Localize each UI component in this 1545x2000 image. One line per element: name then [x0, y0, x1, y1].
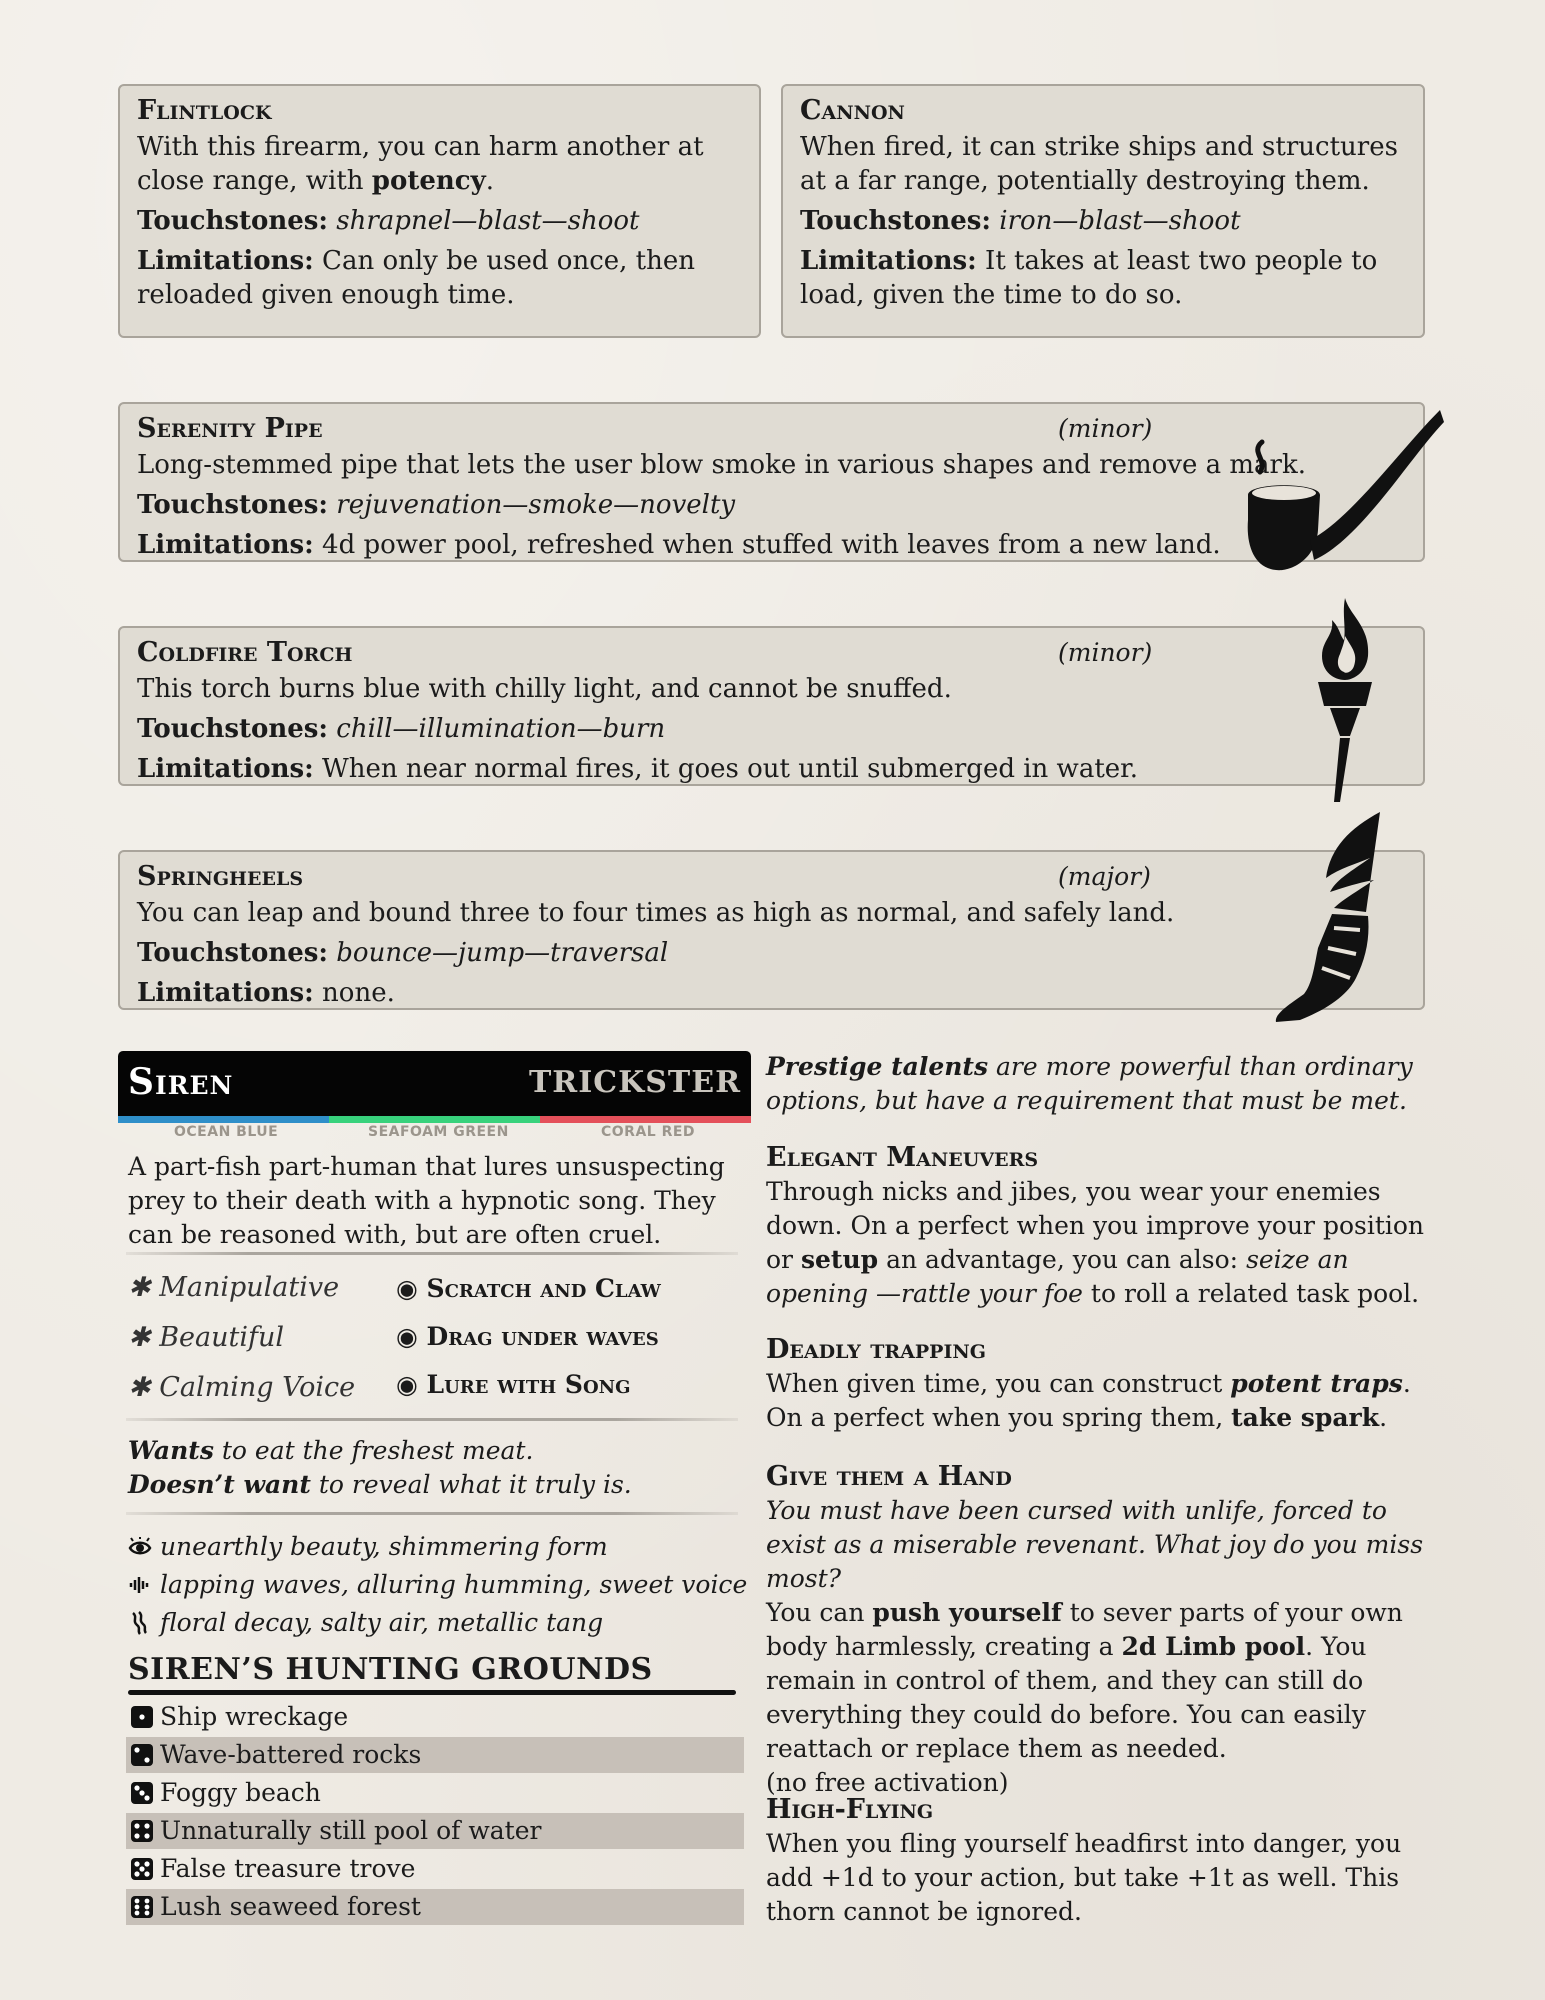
- item-touchstones: Touchstones: chill—illumination—burn: [137, 714, 666, 744]
- item-limitations: Limitations: none.: [137, 978, 395, 1008]
- doesnt-want: Doesn’t want to reveal what it truly is.: [128, 1470, 632, 1499]
- creature-name: Siren: [128, 1061, 234, 1103]
- item-description: Long-stemmed pipe that lets the user blow smoke in various shapes and remove a mark.: [137, 450, 1306, 480]
- hunting-row: False treasure trove: [126, 1851, 744, 1887]
- die-face-6-icon: [130, 1895, 154, 1919]
- torch-icon: [1300, 596, 1390, 806]
- pipe-icon: [1240, 400, 1445, 575]
- creature-role: TRICKSTER: [528, 1065, 741, 1100]
- siren-header: [118, 1051, 751, 1117]
- talent-elegant-maneuvers: Elegant Maneuvers Through nicks and jibes, you wear your enemies down. On a perfect when you improve your position or setup an advantage, you can also: seize an opening —rattle your foe to roll a related task pool.: [766, 1142, 1425, 1308]
- hunting-row: Foggy beach: [126, 1775, 744, 1811]
- item-touchstones: Touchstones: shrapnel—blast—shoot: [137, 206, 640, 236]
- item-touchstones: Touchstones: iron—blast—shoot: [800, 206, 1241, 236]
- item-card-serenity-pipe: [118, 402, 1425, 562]
- trait: ✱ Manipulative: [128, 1272, 340, 1303]
- talent-title: Deadly trapping: [766, 1334, 986, 1365]
- sense-smell: floral decay, salty air, metallic tang: [128, 1608, 603, 1637]
- color-label: SEAFOAM GREEN: [368, 1124, 509, 1140]
- wants: Wants to eat the freshest meat.: [128, 1436, 534, 1465]
- item-title: Flintlock: [137, 95, 272, 126]
- die-face-2-icon: [130, 1743, 154, 1767]
- trait: ✱ Calming Voice: [128, 1372, 356, 1403]
- talent-title: High-Flying: [766, 1794, 934, 1825]
- color-swatch-ocean-blue: [118, 1116, 329, 1123]
- item-limitations: Limitations: 4d power pool, refreshed when stuffed with leaves from a new land.: [137, 530, 1221, 560]
- color-label: CORAL RED: [601, 1124, 696, 1140]
- hunting-row: Ship wreckage: [126, 1699, 744, 1735]
- move: ◉ Drag under waves: [396, 1322, 659, 1351]
- color-swatch-coral-red: [540, 1116, 751, 1123]
- die-face-3-icon: [130, 1781, 154, 1805]
- item-touchstones: Touchstones: bounce—jump—traversal: [137, 938, 669, 968]
- die-face-1-icon: [130, 1705, 154, 1729]
- talent-give-them-a-hand: Give them a Hand You must have been cursed with unlife, forced to exist as a miserable revenant. What joy do you miss most? You can push yourself to sever parts of your own body harmlessly, creating a 2d Limb pool. You remain in control of them, and they can still do everything they could do before. You can easily reattach or replace them as needed. (no free activation): [766, 1460, 1426, 1800]
- winged-boot-icon: [1270, 808, 1410, 1028]
- divider: [126, 1512, 738, 1515]
- talent-title: Elegant Maneuvers: [766, 1142, 1039, 1173]
- talent-high-flying: High-Flying When you fling yourself headfirst into danger, you add +1d to your action, but take +1t as well. This thorn cannot be ignored.: [766, 1793, 1426, 1929]
- sense-sound: lapping waves, alluring humming, sweet voice: [128, 1570, 747, 1599]
- item-touchstones: Touchstones: rejuvenation—smoke—novelty: [137, 490, 736, 520]
- item-description: When fired, it can strike ships and structures at a far range, potentially destroying them.: [800, 132, 1398, 196]
- trait: ✱ Beautiful: [128, 1322, 285, 1353]
- divider: [126, 1418, 738, 1421]
- color-swatch-seafoam-green: [329, 1116, 540, 1123]
- item-title: Coldfire Torch: [137, 637, 353, 668]
- move: ◉ Lure with Song: [396, 1370, 631, 1399]
- item-tier: (major): [1058, 862, 1151, 891]
- move: ◉ Scratch and Claw: [396, 1274, 661, 1303]
- item-description: You can leap and bound three to four times as high as normal, and safely land.: [137, 898, 1175, 928]
- eye-icon: [128, 1537, 152, 1557]
- item-limitations: Limitations: It takes at least two people to load, given the time to do so.: [800, 246, 1378, 310]
- creature-description: A part-fish part-human that lures unsuspecting prey to their death with a hypnotic song. They can be reasoned with, but are often cruel.: [128, 1152, 725, 1249]
- item-card-flintlock: [118, 84, 761, 338]
- item-card-coldfire-torch: [118, 626, 1425, 786]
- talent-note: (no free activation): [766, 1768, 1009, 1797]
- item-tier: (minor): [1058, 414, 1153, 443]
- brush-divider: [128, 1690, 736, 1695]
- item-title: Springheels: [137, 861, 304, 892]
- sense-sight: unearthly beauty, shimmering form: [128, 1532, 608, 1561]
- item-description: With this firearm, you can harm another at close range, with potency.: [137, 132, 704, 196]
- item-limitations: Limitations: Can only be used once, then reloaded given enough time.: [137, 246, 695, 310]
- item-title: Serenity Pipe: [137, 413, 323, 444]
- die-face-5-icon: [130, 1857, 154, 1881]
- die-face-4-icon: [130, 1819, 154, 1843]
- item-card-cannon: [781, 84, 1425, 338]
- divider: [126, 1252, 738, 1255]
- sound-icon: [128, 1575, 152, 1595]
- item-card-springheels: [118, 850, 1425, 1010]
- item-title: Cannon: [800, 95, 905, 126]
- hunting-row: Wave-battered rocks: [126, 1737, 744, 1773]
- item-tier: (minor): [1058, 638, 1153, 667]
- smell-icon: [128, 1611, 152, 1635]
- hunting-row: Unnaturally still pool of water: [126, 1813, 744, 1849]
- talent-title: Give them a Hand: [766, 1461, 1012, 1492]
- item-limitations: Limitations: When near normal fires, it goes out until submerged in water.: [137, 754, 1138, 784]
- hunting-row: Lush seaweed forest: [126, 1889, 744, 1925]
- prestige-intro: Prestige talents are more powerful than ordinary options, but have a requirement that must be met.: [766, 1052, 1413, 1115]
- hunting-grounds-title: SIREN’S HUNTING GROUNDS: [128, 1652, 653, 1687]
- color-label: OCEAN BLUE: [174, 1124, 279, 1140]
- talent-deadly-trapping: Deadly trapping When given time, you can construct potent traps. On a perfect when you spring them, take spark.: [766, 1333, 1426, 1435]
- item-description: This torch burns blue with chilly light, and cannot be snuffed.: [137, 674, 952, 704]
